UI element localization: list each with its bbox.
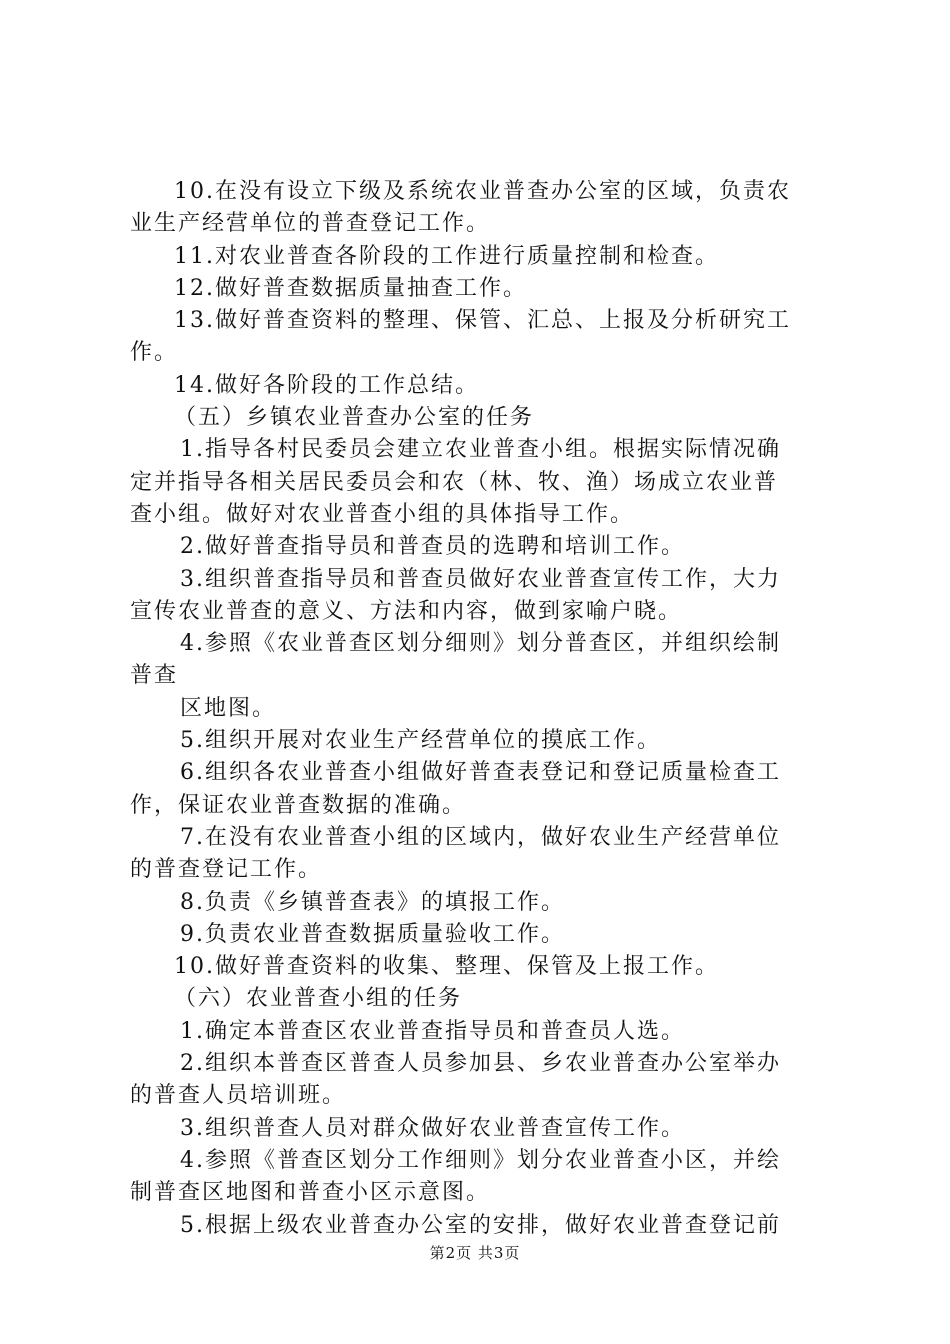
- paragraph-line: 的普查人员培训班。: [130, 1083, 347, 1109]
- paragraph-line: 3.组织普查人员对群众做好农业普查宣传工作。: [180, 1115, 685, 1141]
- paragraph-line: 查小组。做好对农业普查小组的具体指导工作。: [130, 501, 635, 527]
- paragraph-line: 7.在没有农业普查小组的区域内，做好农业生产经营单位: [180, 824, 781, 850]
- paragraph-line: 4.参照《普查区划分工作细则》划分农业普查小区，并绘: [180, 1147, 781, 1173]
- paragraph-line: 1.指导各村民委员会建立农业普查小组。根据实际情况确: [180, 437, 781, 463]
- paragraph-line: 14.做好各阶段的工作总结。: [174, 372, 479, 398]
- paragraph-line: 11.对农业普查各阶段的工作进行质量控制和检查。: [174, 243, 719, 269]
- paragraph-line: 普查: [130, 663, 179, 689]
- paragraph-line: 3.组织普查指导员和普查员做好农业普查宣传工作，大力: [180, 566, 781, 592]
- paragraph-line: 5.根据上级农业普查办公室的安排，做好农业普查登记前: [180, 1212, 781, 1238]
- paragraph-line: 宣传农业普查的意义、方法和内容，做到家喻户晓。: [130, 598, 683, 624]
- paragraph-line: 10.做好普查资料的收集、整理、保管及上报工作。: [174, 954, 719, 980]
- document-body: [130, 176, 840, 1242]
- page-number-footer: 第2页 共3页: [429, 1244, 521, 1262]
- paragraph-line: 制普查区地图和普查小区示意图。: [130, 1180, 491, 1206]
- paragraph-line: 6.组织各农业普查小组做好普查表登记和登记质量检查工: [180, 760, 781, 786]
- paragraph-line: 区地图。: [180, 695, 277, 721]
- paragraph-line: 1.确定本普查区农业普查指导员和普查员人选。: [180, 1018, 685, 1044]
- paragraph-line: 定并指导各相关居民委员会和农（林、牧、渔）场成立农业普: [130, 469, 779, 495]
- paragraph-line: 8.负责《乡镇普查表》的填报工作。: [180, 889, 565, 915]
- paragraph-line: 10.在没有设立下级及系统农业普查办公室的区域，负责农: [174, 179, 791, 204]
- paragraph-line: 作，保证农业普查数据的准确。: [130, 792, 467, 818]
- paragraph-line: 作。: [130, 340, 179, 366]
- paragraph-line: 13.做好普查资料的整理、保管、汇总、上报及分析研究工: [174, 308, 791, 334]
- paragraph-line: 12.做好普查数据质量抽查工作。: [174, 275, 527, 301]
- paragraph-line: 业生产经营单位的普查登记工作。: [130, 211, 491, 237]
- paragraph-line: 2.做好普查指导员和普查员的选聘和培训工作。: [180, 534, 685, 560]
- paragraph-line: 4.参照《农业普查区划分细则》划分普查区，并组织绘制: [180, 631, 781, 657]
- section-heading: （六）农业普查小组的任务: [174, 986, 463, 1012]
- paragraph-line: 的普查登记工作。: [130, 857, 323, 883]
- paragraph-line: 2.组织本普查区普查人员参加县、乡农业普查办公室举办: [180, 1051, 781, 1077]
- section-heading: （五）乡镇农业普查办公室的任务: [174, 405, 535, 431]
- paragraph-line: 5.组织开展对农业生产经营单位的摸底工作。: [180, 728, 661, 754]
- paragraph-line: 9.负责农业普查数据质量验收工作。: [180, 921, 565, 947]
